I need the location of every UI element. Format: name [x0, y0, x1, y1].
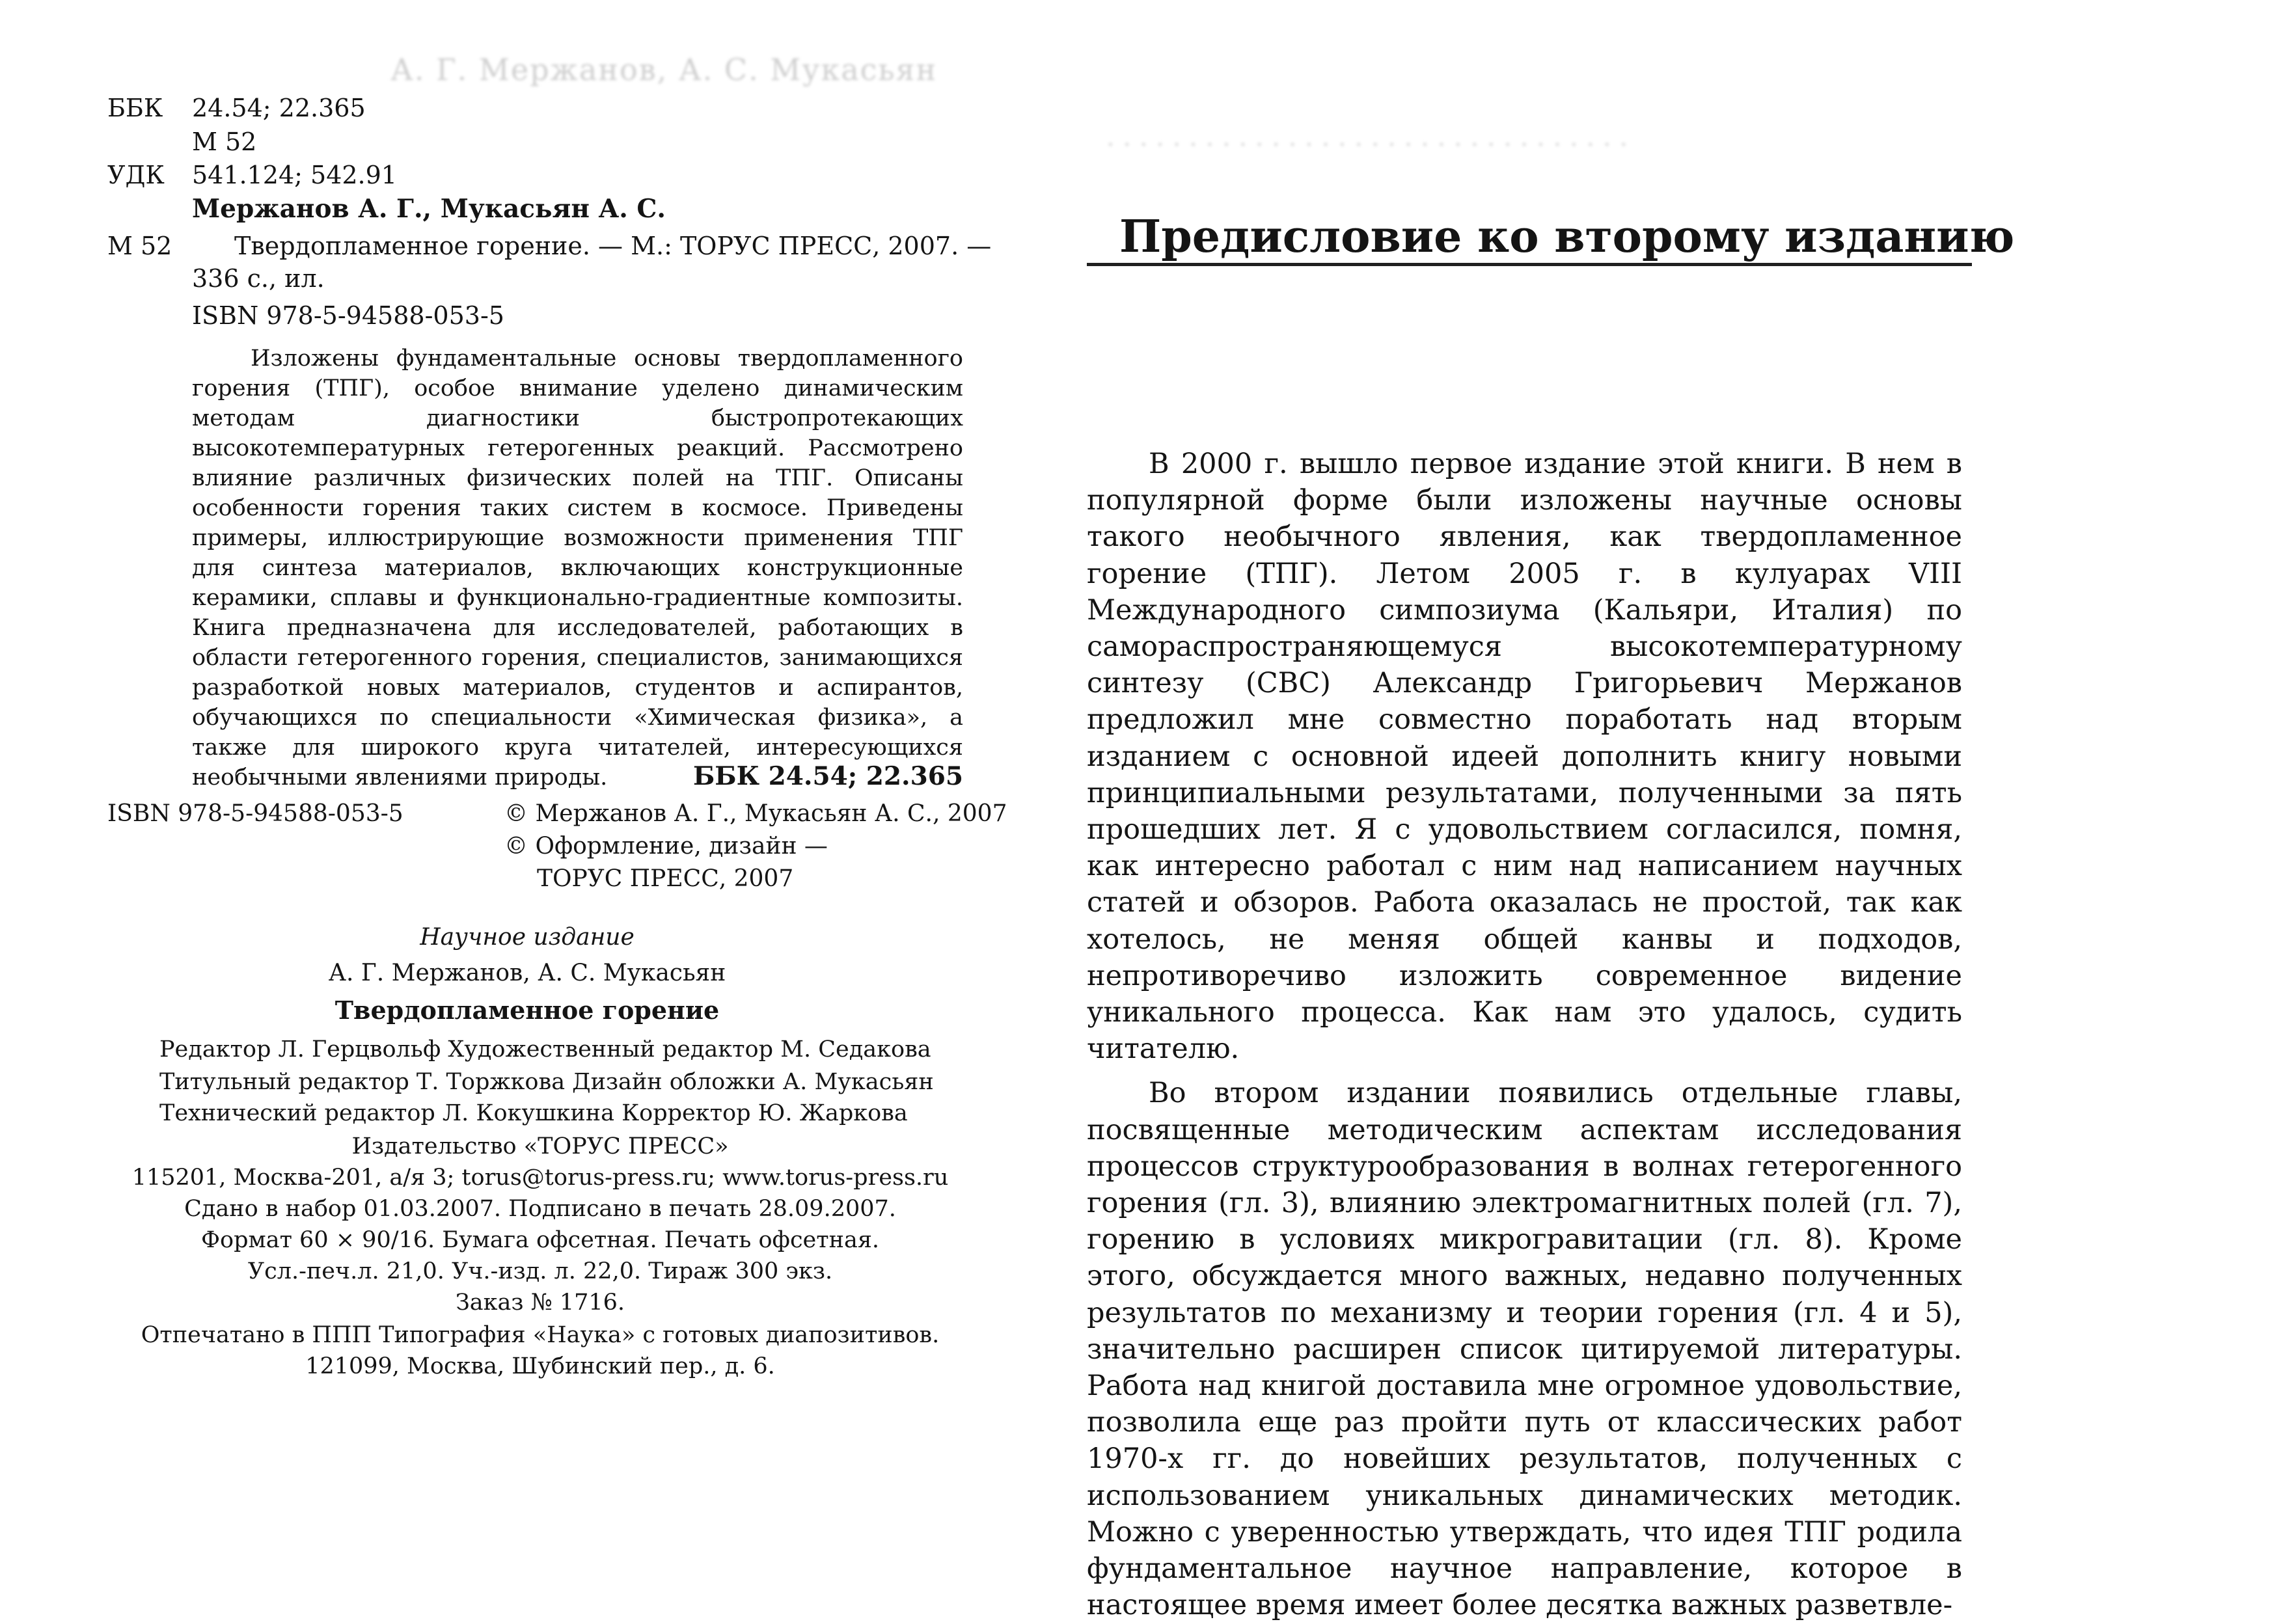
catalog-value: 24.54; 22.365	[192, 94, 366, 122]
staff-line: Технический редактор Л. Кокушкина Корректор Ю. Жаркова	[159, 1100, 908, 1126]
imprint-title: Твердопламенное горение	[335, 995, 720, 1025]
isbn-entry: ISBN 978-5-94588-053-5	[192, 301, 504, 330]
isbn-bottom: ISBN 978-5-94588-053-5	[107, 800, 403, 827]
edition-type: Научное издание	[420, 924, 635, 951]
preface-paragraph: Во втором издании появились отдельные главы, посвященные методическим аспектам исследования процессов структурообразования в волнах гетерогенного горения (гл. 3), влиянию электромагнитных полей (гл. 7), горению в условиях микрогравитации (гл. 8). Кроме этого, обсуждается много важных, недавно полученных результатов по механизму и теории горения (гл. 4 и 5), значительно расширен список цитируемой литературы. Работа над книгой доставила мне огромное удовольствие, позволила еще раз пройти путь от классических работ 1970-х гг. до новейших результатов, полученных с использованием уникальных динамических методик. Можно с уверенностью утверждать, что идея ТПГ родила фундаментальное научное направление, которое в настоящее время имеет более десятка важных разветвле-	[1087, 1077, 1962, 1622]
staff-line: Редактор Л. Герцвольф Художественный редактор М. Седакова	[159, 1036, 931, 1062]
page-title: Предисловие ко второму изданию	[1119, 211, 2015, 263]
catalog-key: ББК	[107, 94, 163, 122]
title-rule	[1087, 263, 1972, 266]
print-dates: Сдано в набор 01.03.2007. Подписано в печать 28.09.2007.	[184, 1196, 896, 1222]
print-format: Формат 60 × 90/16. Бумага офсетная. Печать офсетная.	[200, 1227, 880, 1253]
printer-address: 121099, Москва, Шубинский пер., д. 6.	[305, 1353, 775, 1379]
catalog-value: 541.124; 542.91	[192, 161, 397, 189]
publisher-address: 115201, Москва-201, а/я 3; torus@torus-press.ru; www.torus-press.ru	[131, 1165, 949, 1191]
staff-line: Титульный редактор Т. Торжкова Дизайн обложки А. Мукасьян	[159, 1069, 934, 1095]
annotation: Изложены фундаментальные основы твердопламенного горения (ТПГ), особое внимание уделено динамическим методам диагностики быстропротекающих высокотемпературных гетерогенных реакций. Рассмотрено влияние различных физических полей на ТПГ. Описаны особенности горения таких систем в космосе. Приведены примеры, иллюстрирующие возможности применения ТПГ для синтеза материалов, включающих конструкционные керамики, сплавы и функционально-градиентные композиты. Книга предназначена для исследователей, работающих в области гетерогенного горения, специалистов, занимающихся разработкой новых материалов, студентов и аспирантов, обучающихся по специальности «Химическая физика», а также для широкого круга читателей, интересующихся необычными явлениями природы.	[192, 345, 963, 791]
authors-heading: Мержанов А. Г., Мукасьян А. С.	[192, 194, 666, 224]
publisher-name: Издательство «ТОРУС ПРЕСС»	[351, 1133, 729, 1159]
printed-at: Отпечатано в ППП Типография «Наука» с готовых диапозитивов.	[141, 1322, 940, 1348]
imprint-authors: А. Г. Мержанов, А. С. Мукасьян	[328, 960, 726, 986]
order-number: Заказ № 1716.	[455, 1290, 625, 1316]
title-entry-line1: Твердопламенное горение. — М.: ТОРУС ПРЕСС, 2007. —	[234, 232, 992, 260]
bleed-through-area	[1106, 130, 1972, 168]
bleed-through-text: А. Г. Мержанов, А. С. Мукасьян	[390, 52, 938, 87]
m52-code: М 52	[107, 232, 172, 260]
copyright-publisher: ТОРУС ПРЕСС, 2007	[537, 865, 794, 892]
catalog-value: М 52	[192, 128, 257, 156]
catalog-key: УДК	[107, 161, 165, 189]
bbk-bold: ББК 24.54; 22.365	[692, 761, 963, 791]
bleed-through-line: · · · · · · · · · · · · · · · · · · · · · · · · · · · · · · · ·	[1106, 130, 1628, 160]
copyright-authors: © Мержанов А. Г., Мукасьян А. С., 2007	[504, 800, 1007, 827]
print-sheets: Усл.-печ.л. 21,0. Уч.-изд. л. 22,0. Тираж 300 экз.	[247, 1258, 833, 1284]
preface-paragraph: В 2000 г. вышло первое издание этой книги. В нем в популярной форме были изложены научные основы такого необычного явления, как твердопламенное горение (ТПГ). Летом 2005 г. в кулуарах VIII Международного симпозиума (Кальяри, Италия) по самораспространяющемуся высокотемпературному синтезу (СВС) Александр Григорьевич Мержанов предложил мне совместно поработать над вторым изданием с основной идеей дополнить книгу новыми принципиальными результатами, полученными за пять прошедших лет. Я с удовольствием согласился, помня, как интересно работал с ним над написанием научных статей и обзоров. Работа оказалась не простой, так как хотелось, не меняя общей канвы и подходов, непротиворечиво изложить современное видение уникального процесса. Как нам это удалось, судить читателю.	[1087, 448, 1962, 1066]
title-entry-line2: 336 с., ил.	[192, 264, 325, 293]
copyright-design: © Оформление, дизайн —	[504, 833, 828, 859]
left-page	[0, 0, 1142, 1614]
preface-body	[1087, 446, 1962, 1624]
